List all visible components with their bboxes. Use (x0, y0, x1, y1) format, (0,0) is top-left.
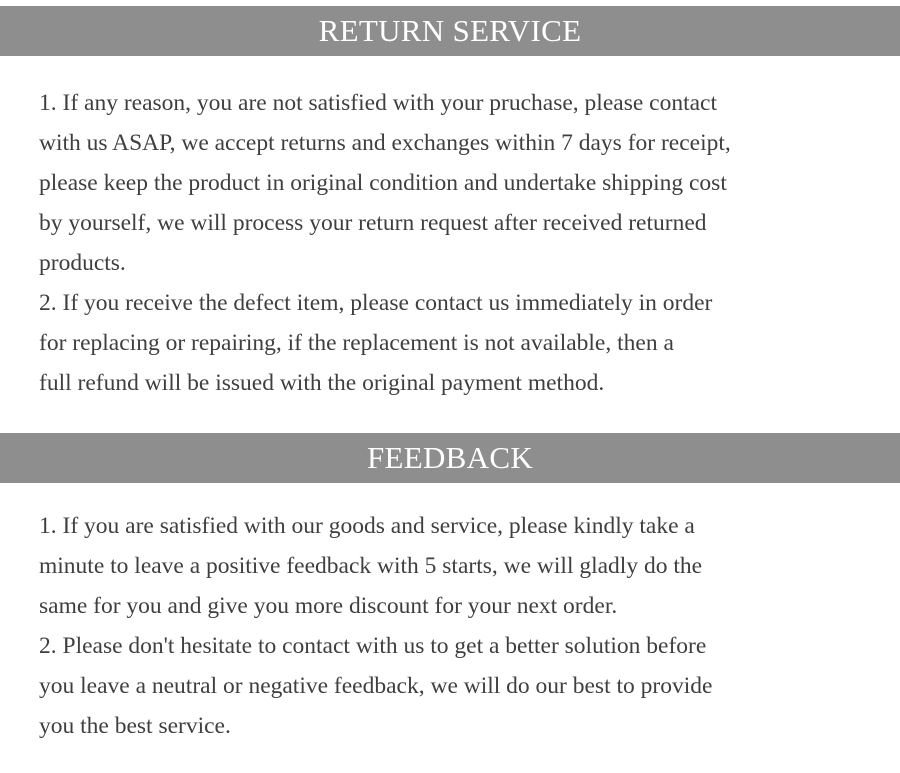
feedback-line: you leave a neutral or negative feedback, we will do our best to provide (39, 673, 713, 699)
return-service-line: for replacing or repairing, if the replacement is not available, then a (39, 330, 674, 356)
feedback-header (0, 433, 900, 483)
return-service-header (0, 6, 900, 56)
return-service-line: 2. If you receive the defect item, please contact us immediately in order (39, 290, 713, 316)
return-service-title: RETURN SERVICE (318, 13, 582, 48)
feedback-line: 2. Please don't hesitate to contact with us to get a better solution before (39, 633, 707, 659)
feedback-line: you the best service. (39, 713, 231, 739)
feedback-text (39, 506, 889, 746)
feedback-line: same for you and give you more discount for your next order. (39, 593, 618, 619)
return-service-line: with us ASAP, we accept returns and exchanges within 7 days for receipt, (39, 130, 731, 156)
return-service-line: full refund will be issued with the original payment method. (39, 370, 605, 396)
return-service-text (39, 83, 889, 403)
feedback-title: FEEDBACK (366, 440, 534, 475)
return-service-line: please keep the product in original condition and undertake shipping cost (39, 170, 727, 196)
return-service-line: 1. If any reason, you are not satisfied with your pruchase, please contact (39, 90, 718, 116)
feedback-line: minute to leave a positive feedback with 5 starts, we will gladly do the (39, 553, 703, 579)
feedback-line: 1. If you are satisfied with our goods and service, please kindly take a (39, 513, 695, 539)
return-service-line: products. (39, 250, 126, 276)
return-service-line: by yourself, we will process your return request after received returned (39, 210, 707, 236)
